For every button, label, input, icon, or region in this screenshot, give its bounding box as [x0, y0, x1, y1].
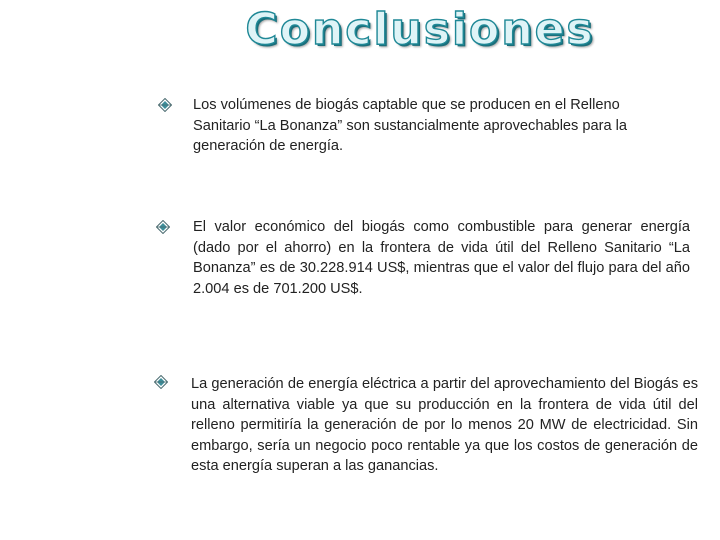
bullet-text-1: Los volúmenes de biogás captable que se producen en el Relleno Sanitario “La Bonanza” son sustancialmente aprovechables para la generación de energía. — [193, 97, 628, 154]
diamond-bullet-icon — [154, 375, 168, 389]
bullet-text-3: La generación de energía eléctrica a partir del aprovechamiento del Biogás es una alternativa viable ya que su producción en la frontera de vida útil del relleno permitiría la generación de por lo menos 20 MW de electricidad. Sin embargo, sería un negocio poco rentable ya que los costos de generación de esta energía superan a las ganancias. — [191, 376, 698, 474]
diamond-bullet-icon — [156, 220, 170, 234]
diamond-bullet-icon — [158, 98, 172, 112]
bullet-text-2: El valor económico del biogás como combustible para generar energía (dado por el ahorro) en la frontera de vida útil del Relleno Sanitario “La Bonanza” es de 30.228.914 US$, mientras que el valor del flujo para del año 2.004 es de 701.200 US$. — [193, 219, 690, 297]
slide-title: Conclusiones — [245, 4, 595, 55]
